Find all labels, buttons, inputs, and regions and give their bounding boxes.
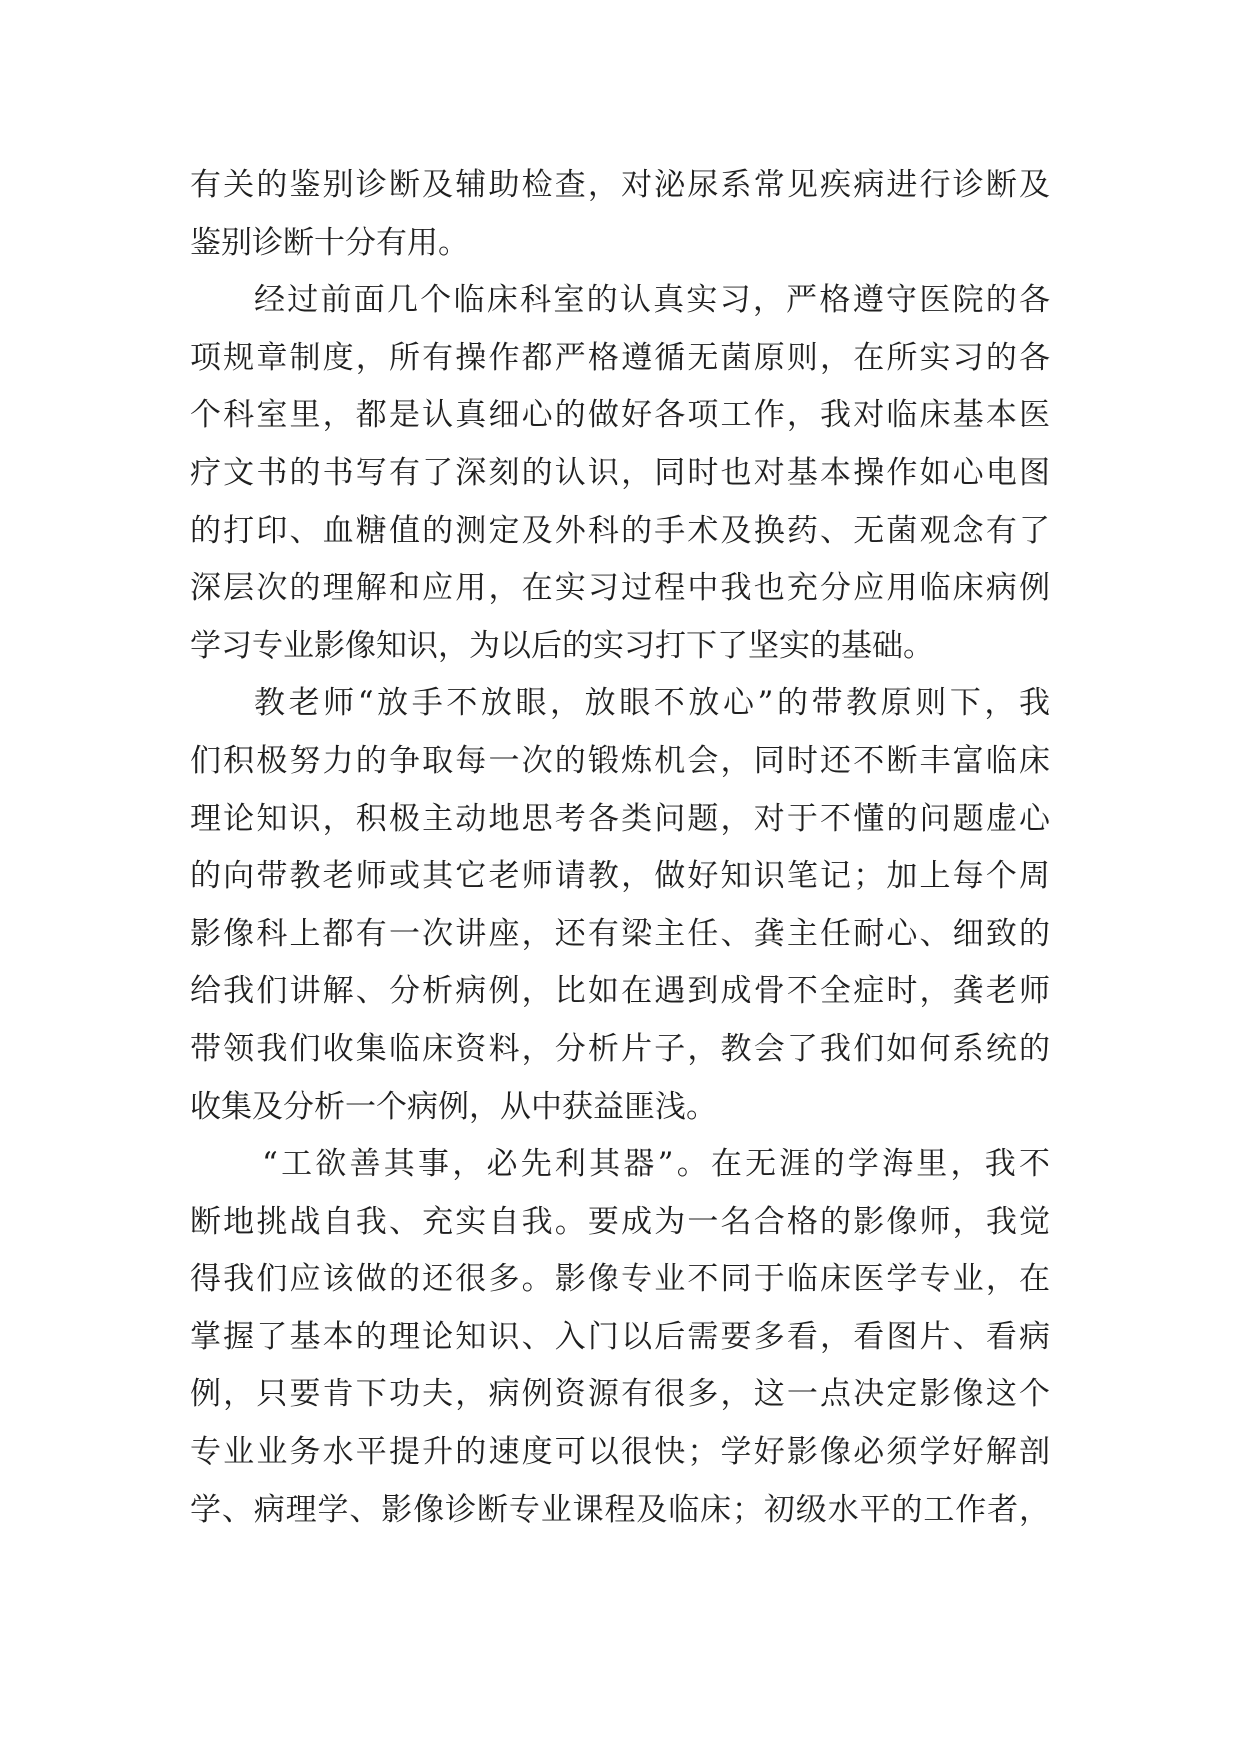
text-line: 学、病理学、影像诊断专业课程及临床；初级水平的工作者， — [190, 1491, 1050, 1528]
text-line: 理论知识，积极主动地思考各类问题，对于不懂的问题虚心 — [190, 800, 1050, 837]
text-line: 学习专业影像知识，为以后的实习打下了坚实的基础。 — [190, 627, 934, 664]
text-line: 断地挑战自我、充实自我。要成为一名合格的影像师，我觉 — [190, 1203, 1050, 1240]
text-line: 项规章制度，所有操作都严格遵循无菌原则，在所实习的各 — [190, 339, 1050, 376]
body-text — [190, 157, 1050, 1539]
text-line: 的向带教老师或其它老师请教，做好知识笔记；加上每个周 — [190, 858, 1050, 895]
text-line: 鉴别诊断十分有用。 — [190, 224, 469, 261]
text-line: 例，只要肯下功夫，病例资源有很多，这一点决定影像这个 — [190, 1376, 1050, 1413]
text-line: 掌握了基本的理论知识、入门以后需要多看，看图片、看病 — [190, 1318, 1050, 1355]
text-line: 有关的鉴别诊断及辅助检查，对泌尿系常见疾病进行诊断及 — [190, 167, 1050, 203]
text-line: 带领我们收集临床资料，分析片子，教会了我们如何系统的 — [190, 1030, 1050, 1067]
text-line: 的打印、血糖值的测定及外科的手术及换药、无菌观念有了 — [190, 512, 1050, 549]
text-line: 疗文书的书写有了深刻的认识，同时也对基本操作如心电图 — [190, 454, 1050, 491]
text-line: 影像科上都有一次讲座，还有梁主任、龚主任耐心、细致的 — [190, 915, 1050, 952]
text-line: 得我们应该做的还很多。影像专业不同于临床医学专业，在 — [190, 1261, 1050, 1298]
text-line: 深层次的理解和应用，在实习过程中我也充分应用临床病例 — [190, 570, 1050, 607]
paragraph-first-line: “工欲善其事，必先利其器”。在无涯的学海里，我不 — [262, 1146, 1050, 1183]
text-line: 们积极努力的争取每一次的锻炼机会，同时还不断丰富临床 — [190, 742, 1050, 779]
text-line: 个科室里，都是认真细心的做好各项工作，我对临床基本医 — [190, 397, 1050, 434]
paragraph-first-line: 经过前面几个临床科室的认真实习，严格遵守医院的各 — [254, 282, 1050, 319]
paragraph-first-line: 教老师“放手不放眼，放眼不放心”的带教原则下，我 — [254, 685, 1050, 722]
text-line: 收集及分析一个病例，从中获益匪浅。 — [190, 1088, 717, 1125]
text-line: 给我们讲解、分析病例，比如在遇到成骨不全症时，龚老师 — [190, 973, 1050, 1010]
text-line: 专业业务水平提升的速度可以很快；学好影像必须学好解剖 — [190, 1434, 1050, 1471]
